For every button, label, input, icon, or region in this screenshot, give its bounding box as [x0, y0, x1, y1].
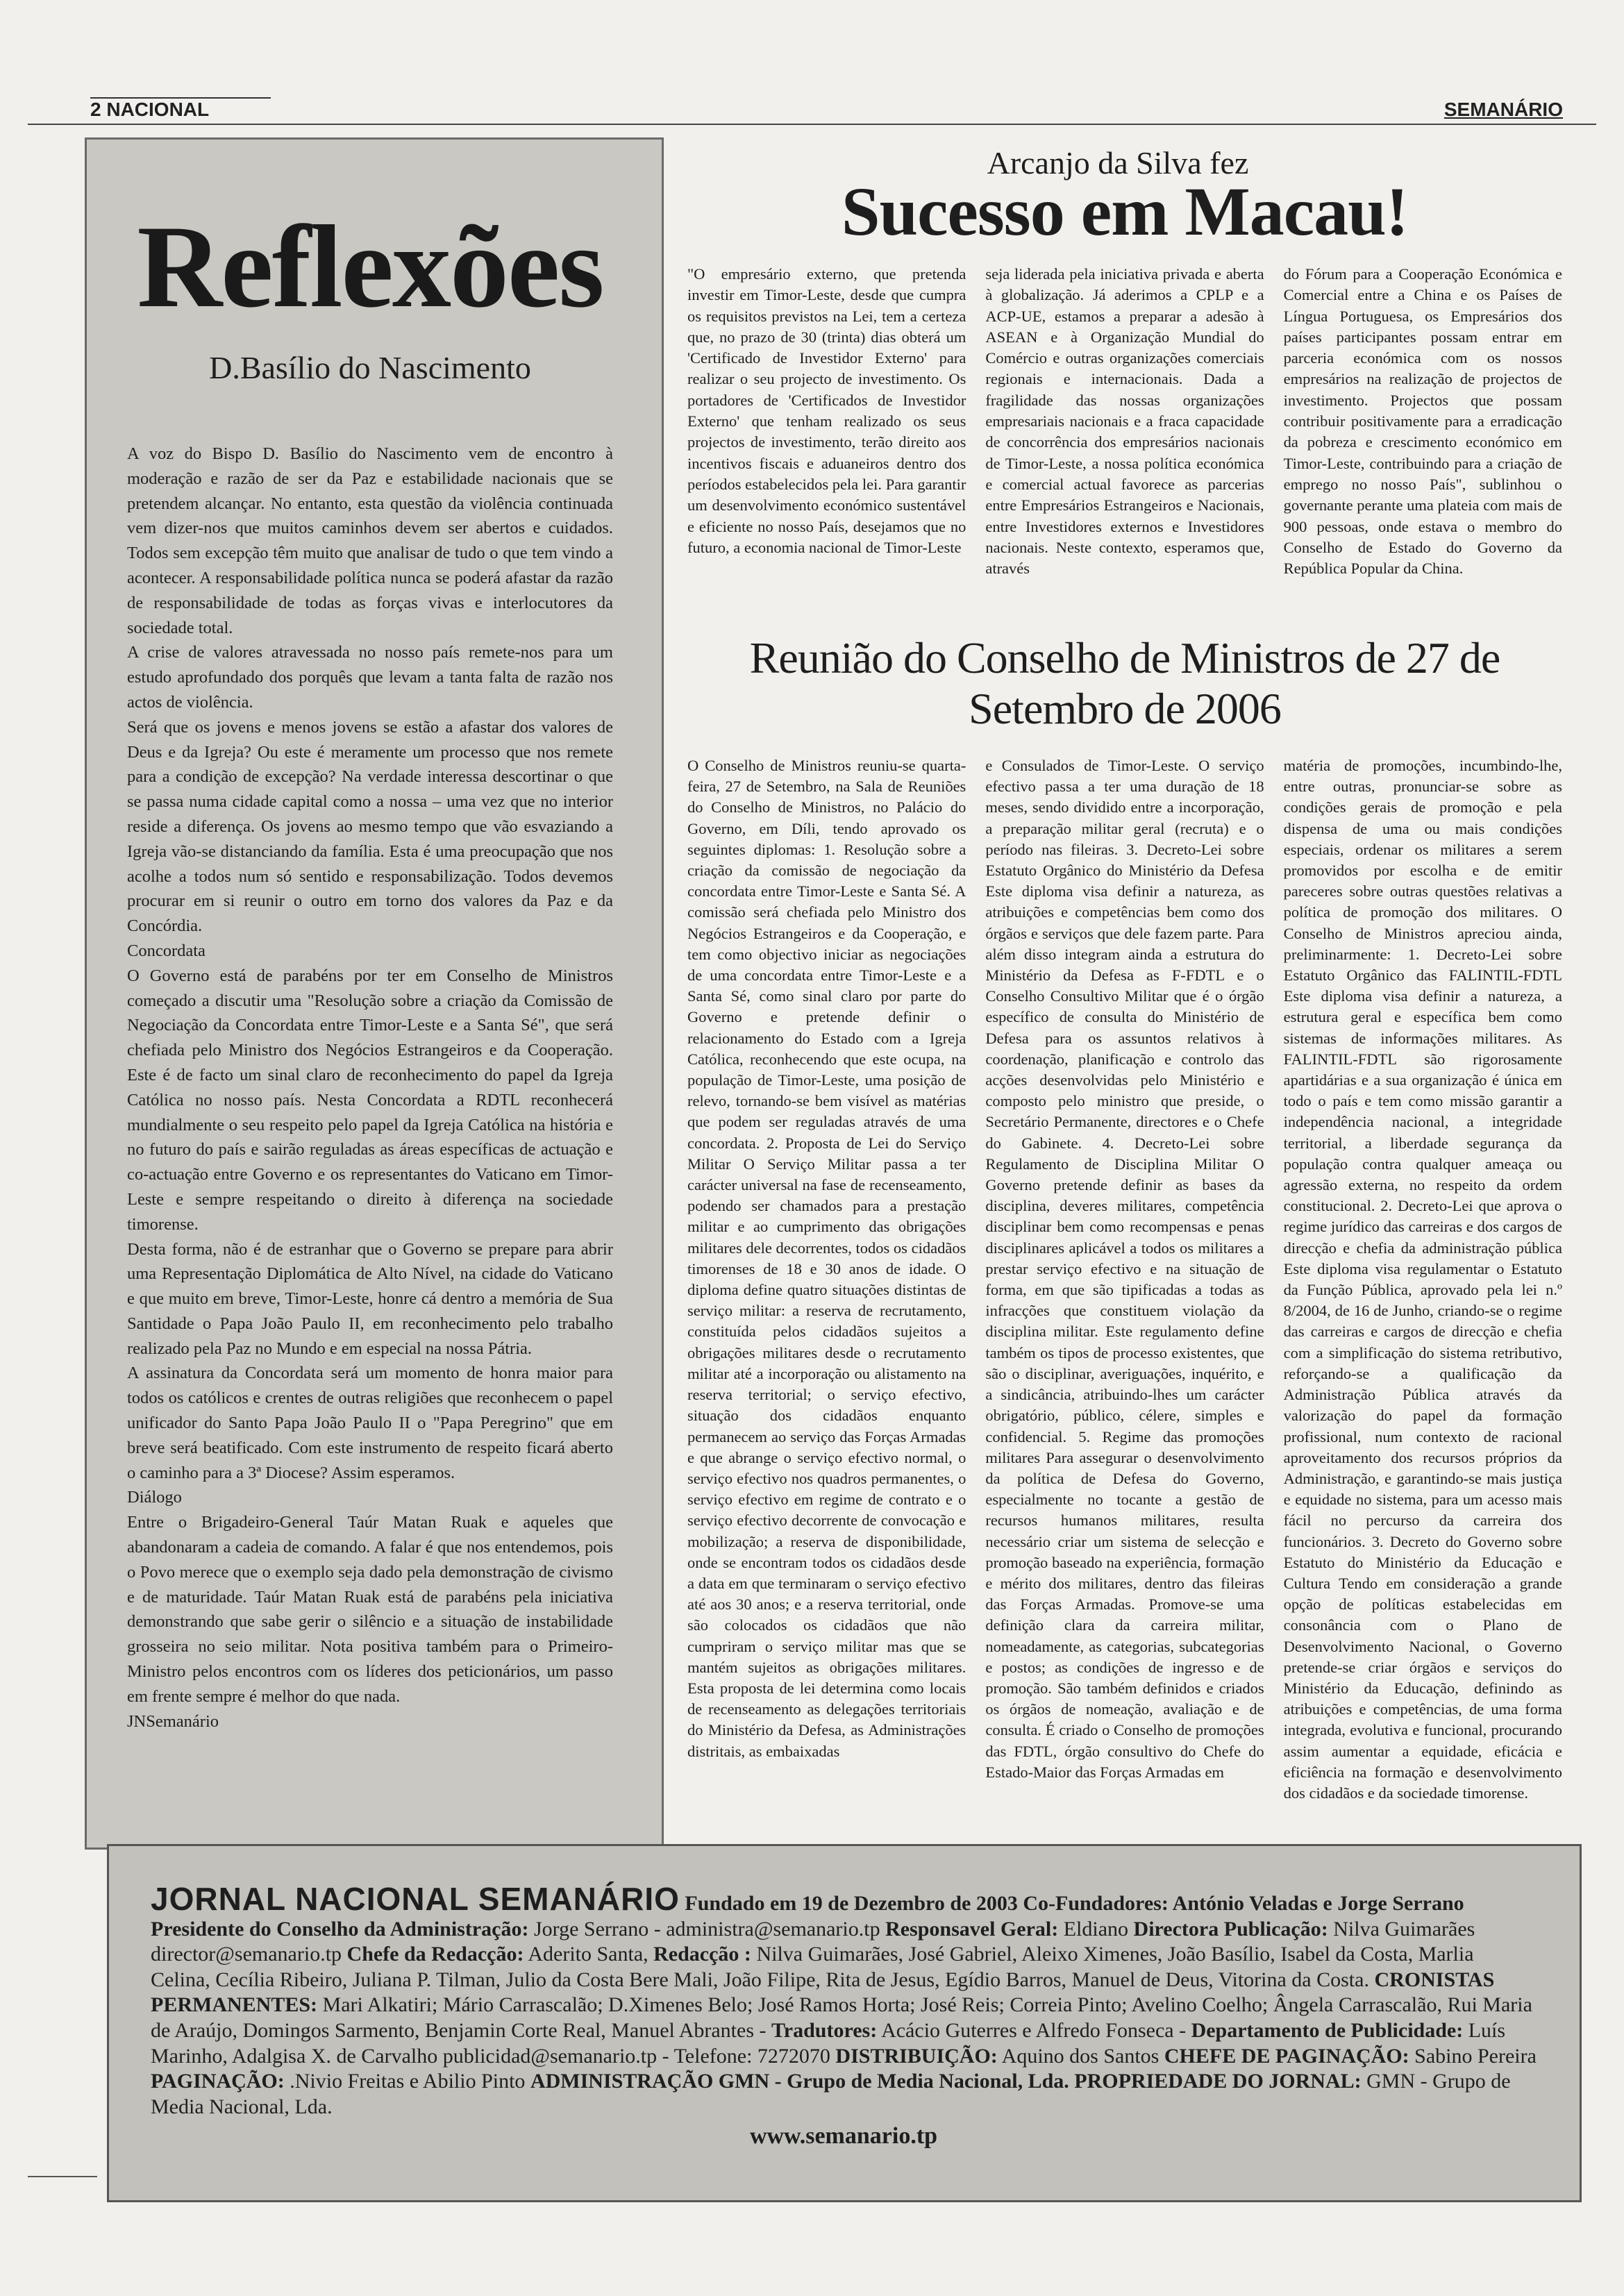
general-value: Eldiano: [1063, 1917, 1129, 1941]
paper-name: JORNAL NACIONAL SEMANÁRIO: [151, 1881, 680, 1917]
distribution-value: Aquino dos Santos: [1001, 2044, 1160, 2068]
article1-headline: Sucesso em Macau!: [841, 173, 1409, 250]
ads-label: Departamento de Publicidade:: [1191, 2018, 1464, 2042]
reflexoes-author: D.Basílio do Nascimento: [209, 350, 531, 385]
pagination-chief-label: CHEFE DE PAGINAÇÃO:: [1164, 2044, 1409, 2068]
general-label: Responsavel Geral:: [885, 1917, 1059, 1941]
reflexoes-body: [127, 442, 613, 1734]
article1-text: seja liderada pela iniciativa privada e aberta à globalização. Já aderimos a CPLP e a ACP-UE, estamos a preparar a adesão à ASEAN e à Organização Mundial do Comércio e outras organizações comerciais regionais e internacionais. Dada a fragilidade das nossas organizações empresariais nacionais e a fraca capacidade de concorrência dos empresários nacionais de Timor-Leste, a nossa política económica e comercial actual favorece as parcerias entre Empresários Estrangeiros e Nacionais, entre Investidores externos e Investidores nacionais. Neste contexto, esperamos que, através: [985, 265, 1264, 578]
reflexoes-paragraph: Entre o Brigadeiro-General Taúr Matan Ruak e aqueles que abandonaram a cadeia de comando. A falar é que nos entendemos, pois o Povo merece que o exemplo seja dado pela demonstração de civismo e de maturidade. Taúr Matan Ruak está de parabéns pela iniciativa demonstrando que sabe gerir o silêncio e a situação de instabilidade grosseira no seio militar. Nota positiva também para o Primeiro-Ministro pelos encontros com os líderes dos peticionários, um passo em frente sempre é melhor do que nada.: [127, 1513, 613, 1706]
ownership-value: GMN - Grupo de Media Nacional, Lda.: [151, 2070, 1511, 2118]
reflexoes-paragraph: Será que os jovens e menos jovens se estão a afastar dos valores de Deus e da Igreja? Ou este é meramente um processo que nos remete para a condição de excepção? Na verdade interessa descortinar o que se passa numa cidade capital como a nossa – uma vez que no interior reside a diferença. Os jovens ao mesmo tempo que vão esvaziando a Igreja vão-se distanciando da família. Esta é uma preocupação que nos acolhe a todos num só sentido e responsabilização. Todos devemos procurar em si reunir o outro em torno dos valores da Paz e da Concórdia.: [127, 717, 613, 936]
reflexoes-paragraph: A voz do Bispo D. Basílio do Nascimento vem de encontro à moderação e razão de ser da Paz e estabilidade nacionais que se pretendem alcançar. No entanto, esta questão da violência continuada vem dizer-nos que muitos caminhos devem ser abertos e cuidados. Todos sem excepção têm muito que analisar de tudo o que tem vindo a acontecer. A responsabilidade política nunca se poderá afastar da razão de responsabilidade de todas as forças vivas e interlocutores da sociedade total.: [127, 444, 613, 637]
reflexoes-subheading: Concordata: [127, 941, 206, 960]
columnists-value: Mari Alkatiri; Mário Carrascalão; D.Ximenes Belo; José Ramos Horta; José Reis; Correia Pinto; Avelino Coelho; Ângela Carrascalão, Rui Maria de Araújo, Domingos Sarmento, Benjamin Corte Real, Manuel Abrantes -: [151, 1993, 1532, 2042]
director-label: Directora Publicação:: [1133, 1917, 1328, 1941]
columnists-label: CRONISTAS PERMANENTES:: [151, 1968, 1495, 2017]
admin-label: ADMINISTRAÇÃO GMN - Grupo de Media Nacional, Lda.: [530, 2070, 1069, 2093]
article2-column: [687, 755, 966, 1804]
website-link[interactable]: www.semanario.tp: [749, 2123, 938, 2150]
credits-box: [107, 1844, 1582, 2202]
article2-text: e Consulados de Timor-Leste. O serviço efectivo passa a ter uma duração de 18 meses, sendo dividido entre a incorporação, a preparação militar geral (recruta) e o período nas fileiras. 3. Decreto-Lei sobre Estatuto Orgânico do Ministério da Defesa Este diploma visa definir a natureza, as atribuições e competências bem como dos órgãos e serviços que dele fazem parte. Para além disso integram ainda a estrutura do Ministério da Defesa as F-FDTL e o Conselho Consultivo Militar que é o órgão específico de consulta do Ministério de Defesa para os assuntos relativos à coordenação, planificação e controlo das acções desenvolvidas pelo Ministério e composto pelo ministro que preside, o Secretário Permanente, directores e o Chefe do Gabinete. 4. Decreto-Lei sobre Regulamento de Disciplina Militar O Governo pretende definir as bases da disciplina, deveres militares, competência disciplinar bem como recompensas e penas disciplinares aplicável a todos os militares a prestar serviço efectivo e na situação de forma, em que são tipificadas a todas as infracções que constituem violação da disciplina militar. Este regulamento define também os tipos de processo existentes, que são o disciplinar, averiguações, inquérito, e a sindicância, atribuindo-lhes um carácter obrigatório, público, célere, simples e confidencial. 5. Regime das promoções militares Para assegurar o desenvolvimento da política de Defesa do Governo, especialmente no tocante a gestão de recursos humanos militares, resulta necessário criar um sistema de selecção e promoção baseado na experiência, formação e mérito dos militares, dentro das fileiras das Forças Armadas. Promove-se uma definição clara da carreira militar, nomeadamente, as categorias, subcategorias e postos; as condições de ingresso e de promoção. São também definidos e criados os órgãos de nomeação, avaliação e de consulta. É criado o Conselho de promoções das FDTL, órgão consultivo do Chefe do Estado-Maior das Forças Armadas em: [985, 757, 1264, 1781]
ads-value: Luís Marinho, Adalgisa X. de Carvalho publicidad@semanario.tp - Telefone: 7272070: [151, 2018, 1506, 2068]
article1-column: [985, 264, 1264, 579]
translators-label: Tradutores:: [771, 2018, 878, 2042]
newsroom-label: Redacção :: [653, 1943, 751, 1966]
article2-column: [1284, 755, 1562, 1804]
president-value: Jorge Serrano - administra@semanario.tp: [533, 1917, 880, 1941]
header-divider: [28, 124, 1596, 125]
ownership-label: PROPRIEDADE DO JORNAL:: [1074, 2070, 1362, 2093]
chief-label: Chefe da Redacção:: [346, 1943, 524, 1966]
reflexoes-paragraph: Desta forma, não é de estranhar que o Governo se prepare para abrir uma Representação Diplomática de Alto Nível, na cidade do Vaticano e que muito em breve, Timor-Leste, honre cá dentro a memória de Sua Santidade o Papa João Paulo II, em reconhecimento pelo trabalho realizado pela Paz no Mundo e em especial na nossa Pátria.: [127, 1239, 613, 1358]
section-label: 2 NACIONAL: [90, 99, 210, 120]
pagination-label: PAGINAÇÃO:: [151, 2070, 285, 2093]
masthead-name: SEMANÁRIO: [1443, 99, 1563, 120]
newsroom-value: Nilva Guimarães, José Gabriel, Aleixo Ximenes, João Basílio, Isabel da Costa, Marlia Celina, Cecília Ribeiro, Juliana P. Tilman, Julio da Costa Bere Mali, João Filipe, Rita de Jesus, Egídio Barros, Manuel de Deus, Vitorina da Costa.: [151, 1943, 1474, 1991]
president-label: Presidente do Conselho da Administração:: [151, 1917, 529, 1941]
article2-headline: Reunião do Conselho de Ministros de 27 de Setembro de 2006: [749, 633, 1500, 733]
reflexoes-paragraph: A assinatura da Concordata será um momento de honra maior para todos os católicos e crentes de outras religiões que reconhecem o papel unificador do Santo Papa João Paulo II o "Papa Peregrino" que em breve será beatificado. Com este instrumento de respeito ficará aberto o caminho para a 3ª Diocese? Assim esperamos.: [127, 1364, 613, 1482]
reflexoes-box: [85, 137, 664, 1850]
article2-column: [985, 755, 1264, 1804]
article1-columns: [687, 264, 1562, 579]
reflexoes-signature: JNSemanário: [127, 1711, 219, 1731]
pagination-chief-value: Sabino Pereira: [1414, 2044, 1537, 2068]
article1-text: "O empresário externo, que pretenda investir em Timor-Leste, desde que cumpra os requisitos previstos na Lei, tem a certeza que, no prazo de 30 (trinta) dias obterá um 'Certificado de Investidor Externo' para realizar o seu projecto de investimento. Os portadores de 'Certificados de Investidor Externo' que tenham realizado os seus projectos de investimento, terão direito aos incentivos fiscais e aduaneiros dentro dos períodos estabelecidos pela lei. Para garantir um desenvolvimento económico sustentável e eficiente no nosso País, desejamos que no futuro, a economia nacional de Timor-Leste: [687, 265, 966, 556]
chief-value: Aderito Santa,: [528, 1943, 648, 1966]
article1-text: do Fórum para a Cooperação Económica e Comercial entre a China e os Países de Língua Portuguesa, os Empresários dos países participantes possam entrar em parceria económica com os nossos empresários na realização de projectos de investimento. Projectos que possam contribuir positivamente para a erradicação da pobreza e crescimento económico em Timor-Leste, contribuindo para a criação de emprego no nosso País", sublinhou o governante perante uma plateia com mais de 900 pessoas, onde estava o membro do Conselho de Estado do Governo da República Popular da China.: [1283, 265, 1562, 578]
article1-column: [687, 264, 966, 579]
reflexoes-paragraph: O Governo está de parabéns por ter em Conselho de Ministros começado a discutir uma "Resolução sobre a criação da Comissão de Negociação da Concordata entre Timor-Leste e a Santa Sé", que será chefiada pelo Ministro dos Negócios Estrangeiros e da Cooperação. Este é de facto um sinal claro de reconhecimento do papel da Igreja Católica no nosso país. Nesta Concordata a RDTL reconhecerá mundialmente o seu respeito pelo papel da Igreja Católica na história e no futuro do país e sairão reguladas as áreas específicas de actuação e co-actuação entre Governo e os representantes do Vaticano em Timor-Leste e sempre respeitando o direito à diferença na sociedade timorense.: [127, 966, 613, 1234]
article2-columns: [687, 755, 1562, 1804]
reflexoes-paragraph: A crise de valores atravessada no nosso país remete-nos para um estudo aprofundado dos porquês que levam a tanta falta de razão nos actos de violência.: [127, 643, 613, 712]
article1-kicker: Arcanjo da Silva fez: [987, 145, 1249, 181]
article2-text: O Conselho de Ministros reuniu-se quarta-feira, 27 de Setembro, na Sala de Reuniões do Conselho de Ministros, no Palácio do Governo, em Díli, tendo aprovado os seguintes diplomas: 1. Resolução sobre a criação da comissão de negociação da concordata entre Timor-Leste e Santa Sé. A comissão será chefiada pelo Ministro dos Negócios Estrangeiros e da Cooperação, e tem como objectivo iniciar as negociações de uma concordata entre Timor-Leste e a Santa Sé, como sinal claro por parte do Governo e pretende definir o relacionamento do Estado com a Igreja Católica, reconhecendo que este ocupa, na população de Timor-Leste, uma posição de relevo, tornando-se bem visível as matérias que podem ser reguladas através de uma concordata. 2. Proposta de Lei do Serviço Militar O Serviço Militar passa a ter carácter universal na fase de recenseamento, podendo ser chamados para a prestação militar e ao cumprimento das obrigações militares dele decorrentes, todos os cidadãos timorenses de 18 e 30 anos de idade. O diploma define quatro situações distintas de serviço militar: a reserva de recrutamento, constituída pelos cidadãos sujeitos a obrigações militares desde o recrutamento militar até a incorporação ou alistamento na reserva territorial; o serviço efectivo, situação dos cidadãos enquanto permanecem ao serviço das Forças Armadas e que abrange o serviço efectivo normal, o serviço efectivo nos quadros permanentes, o serviço efectivo em regime de contrato e o serviço efectivo decorrente de convocação e mobilização; a reserva de disponibilidade, onde se encontram todos os cidadãos desde a data em que terminaram o serviço efectivo até aos 30 anos; e a reserva territorial, onde são colocados os cidadãos que não cumpriram o serviço militar mas que se mantém sujeitos as obrigações militares. Esta proposta de lei determina como locais de recenseamento as delegações territoriais do Ministério da Defesa, as Administrações distritais, as embaixadas: [687, 757, 966, 1760]
translators-value: Acácio Guterres e Alfredo Fonseca -: [881, 2018, 1187, 2042]
reflexoes-title: Reflexões: [137, 201, 603, 332]
article1-column: [1284, 264, 1562, 579]
director-value: Nilva Guimarães director@semanario.tp: [151, 1917, 1475, 1966]
reflexoes-subheading: Diálogo: [127, 1488, 182, 1507]
footer-rule: [28, 2176, 97, 2177]
founded-line: Fundado em 19 de Dezembro de 2003 Co-Fundadores: António Veladas e Jorge Serrano: [685, 1892, 1464, 1915]
credits-text: [151, 1881, 1537, 2120]
article2-text: matéria de promoções, incumbindo-lhe, entre outras, pronunciar-se sobre as condições gerais de promoção e pela dispensa de uma ou mais condições especiais, ordenar os militares a serem promovidos por escolha e de emitir pareceres sobre outras questões relativas a política de promoção dos militares. O Conselho de Ministros apreciou ainda, preliminarmente: 1. Decreto-Lei sobre Estatuto Orgânico das FALINTIL-FDTL Este diploma visa definir a natureza, a estrutura geral e específica bem como sistemas de informações militares. As FALINTIL-FDTL são rigorosamente apartidárias e a sua organização é única em todo o país e tem como missão garantir a independência nacional, a integridade territorial, a liberdade segurança da população contra qualquer ameaça ou agressão externa, no respeito da ordem constitucional. 2. Decreto-Lei que aprova o regime jurídico das carreiras e dos cargos de direcção e chefia da administração pública Este diploma visa regulamentar o Estatuto da Função Pública, aprovado pela lei n.º 8/2004, de 16 de Junho, criando-se o regime das carreiras e cargos de direcção e chefia com a simplificação do sistema retributivo, reforçando-se a qualificação da Administração Pública através da valorização do papel da formação profissional, num contexto de racional aproveitamento dos recursos próprios da Administração, e garantindo-se mais justiça e equidade no sistema, para um acesso mais fácil no percurso da carreira dos funcionários. 3. Decreto do Governo sobre Estatuto do Ministério da Educação e Cultura Tendo em consideração a grande opção de políticas estabelecidas em consonância com o Plano de Desenvolvimento Nacional, o Governo pretende-se criar órgãos e serviços do Ministério da Educação, definindo as atribuições e competências, de uma forma integrada, evolutiva e funcional, procurando assim aumentar a equidade, eficácia e eficiência na formação e desenvolvimento dos cidadãos e da sociedade timorense.: [1283, 757, 1562, 1802]
pagination-value: .Nivio Freitas e Abilio Pinto: [290, 2070, 526, 2093]
distribution-label: DISTRIBUIÇÃO:: [835, 2044, 998, 2068]
